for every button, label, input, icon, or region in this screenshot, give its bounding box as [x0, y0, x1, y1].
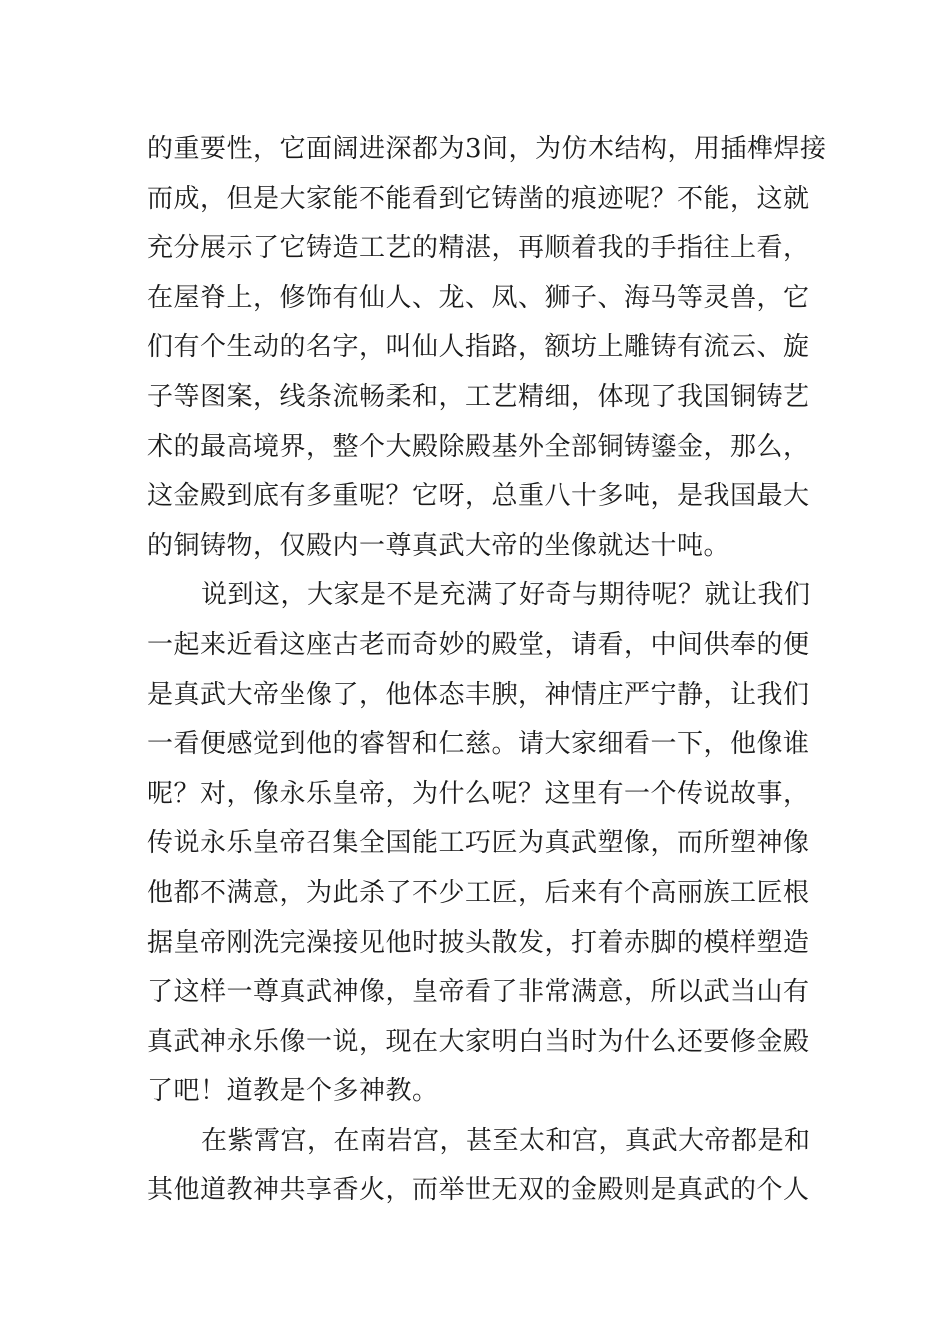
text-line: 真武神永乐像一说，现在大家明白当时为什么还要修金殿 — [147, 1026, 810, 1057]
text-line: 他都不满意，为此杀了不少工匠，后来有个高丽族工匠根 — [147, 877, 810, 908]
text-line: 了吧！道教是个多神教。 — [147, 1076, 439, 1107]
text-line: 这金殿到底有多重呢？它呀，总重八十多吨，是我国最大 — [147, 481, 810, 512]
text-line: 据皇帝刚洗完澡接见他时披头散发，打着赤脚的模样塑造 — [147, 927, 810, 958]
text-line: 在屋脊上，修饰有仙人、龙、凤、狮子、海马等灵兽，它 — [147, 282, 810, 313]
text-line: 子等图案，线条流畅柔和，工艺精细，体现了我国铜铸艺 — [147, 381, 810, 412]
text-line: 一看便感觉到他的睿智和仁慈。请大家细看一下，他像谁 — [147, 729, 810, 760]
text-line: 而成，但是大家能不能看到它铸凿的痕迹呢？不能，这就 — [147, 183, 810, 214]
text-line: 的重要性，它面阔进深都为3间，为仿木结构，用插榫焊接 — [147, 134, 827, 164]
text-line: 说到这，大家是不是充满了好奇与期待呢？就让我们 — [201, 580, 811, 611]
text-line: 术的最高境界，整个大殿除殿基外全部铜铸鎏金，那么， — [147, 431, 810, 462]
paragraph-1 — [147, 125, 827, 571]
text-line: 一起来近看这座古老而奇妙的殿堂，请看，中间供奉的便 — [147, 629, 810, 660]
text-line: 传说永乐皇帝召集全国能工巧匠为真武塑像，而所塑神像 — [147, 828, 810, 859]
body-text — [147, 125, 827, 1216]
text-line: 是真武大帝坐像了，他体态丰腴，神情庄严宁静，让我们 — [147, 679, 810, 710]
paragraph-3 — [147, 1117, 811, 1216]
text-line: 其他道教神共享香火，而举世无双的金殿则是真武的个人 — [147, 1175, 810, 1206]
text-line: 呢？对，像永乐皇帝，为什么呢？这里有一个传说故事， — [147, 778, 810, 809]
text-line: 在紫霄宫，在南岩宫，甚至太和宫，真武大帝都是和 — [201, 1125, 811, 1156]
text-line: 充分展示了它铸造工艺的精湛，再顺着我的手指往上看， — [147, 233, 810, 264]
paragraph-2 — [147, 571, 811, 1117]
text-line: 的铜铸物，仅殿内一尊真武大帝的坐像就达十吨。 — [147, 530, 731, 561]
text-line: 们有个生动的名字，叫仙人指路，额坊上雕铸有流云、旋 — [147, 332, 810, 363]
text-line: 了这样一尊真武神像，皇帝看了非常满意，所以武当山有 — [147, 977, 810, 1008]
